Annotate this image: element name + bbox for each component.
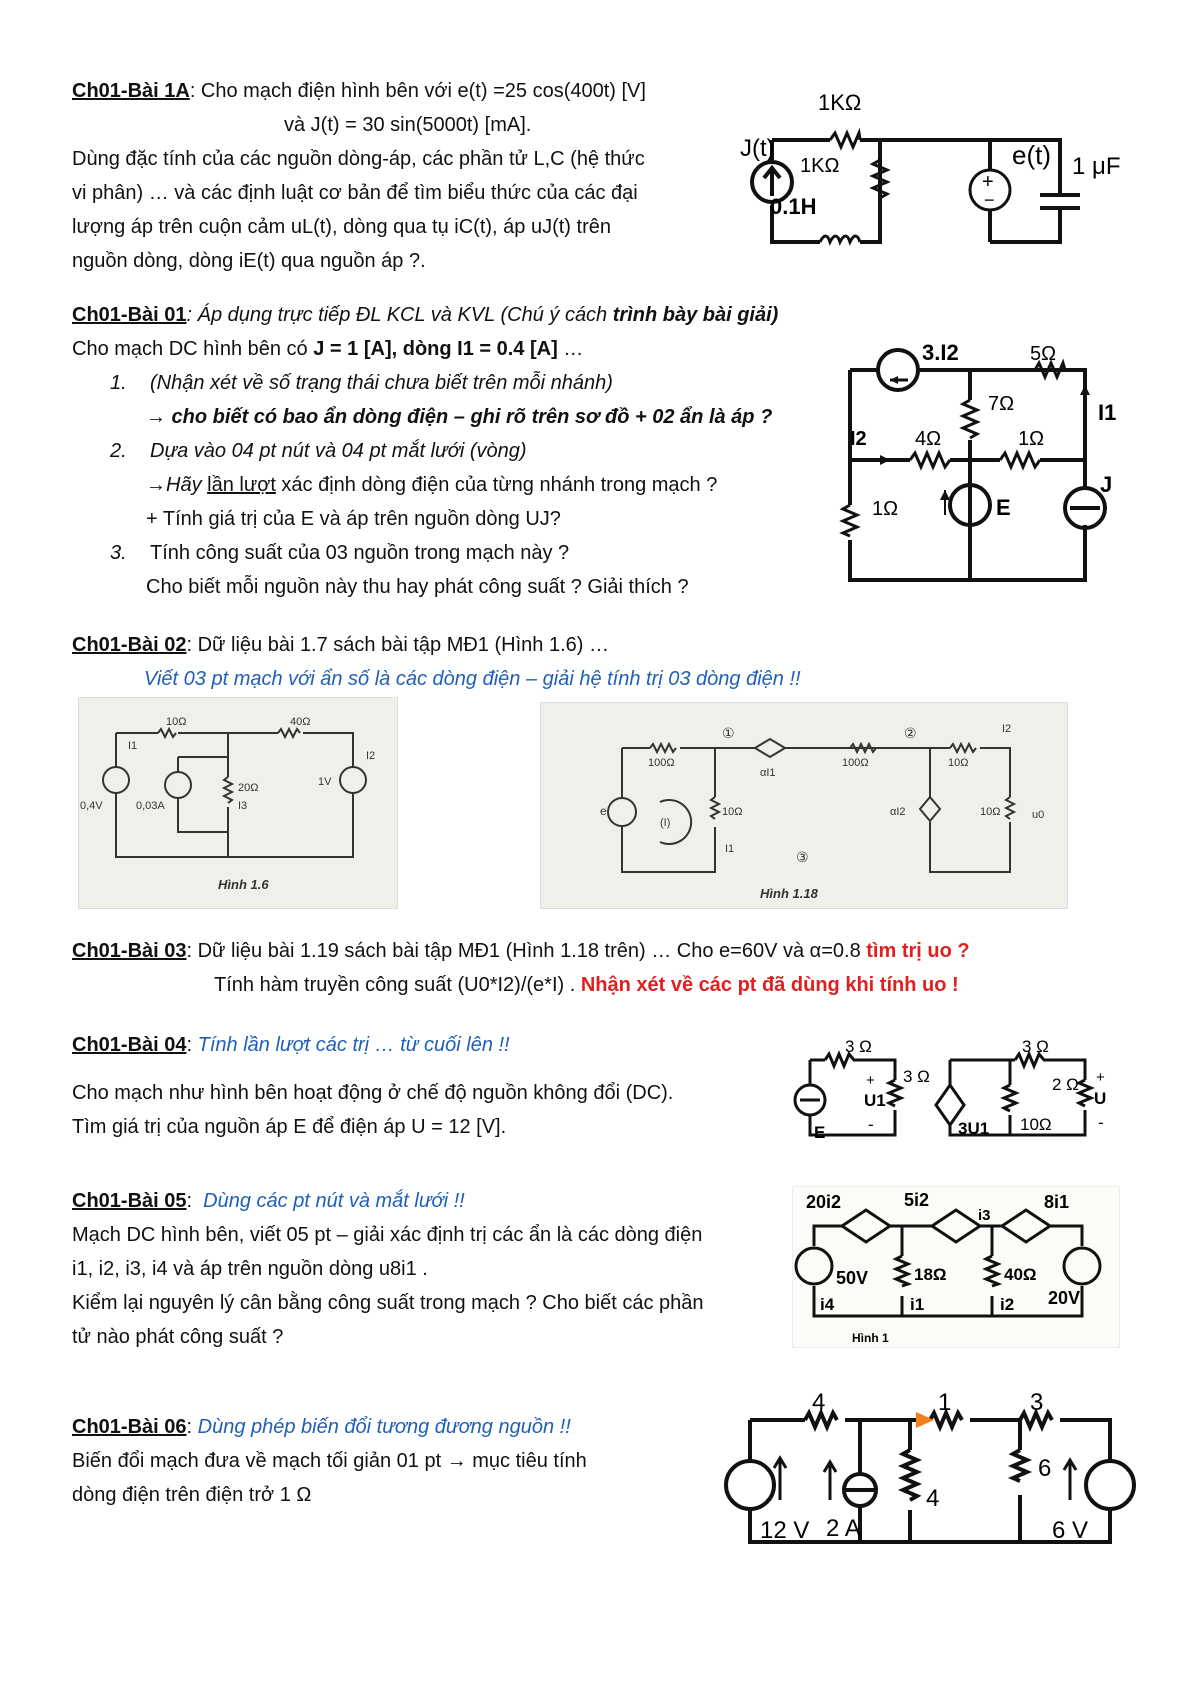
svg-text:3 Ω: 3 Ω [845,1037,872,1056]
bai01-circuit [850,330,1117,580]
bai02-line2: Viết 03 pt mạch với ẩn số là các dòng điện – giải hệ tính trị 03 dòng điện !! [144,668,801,690]
svg-text:Hình 1: Hình 1 [852,1331,889,1345]
svg-text:①: ① [722,725,735,741]
svg-text:50V: 50V [836,1268,869,1288]
svg-text:3 Ω: 3 Ω [1022,1037,1049,1056]
bai04-line2: Cho mạch như hình bên hoạt động ở chế độ nguồn không đổi (DC). [72,1082,674,1104]
bai1a-label-j: J(t) [740,135,775,162]
svg-text:i1: i1 [910,1295,925,1314]
bai05-line3: i1, i2, i3, i4 và áp trên nguồn dòng u8i1 . [72,1258,428,1280]
svg-text:8i1: 8i1 [1044,1192,1070,1212]
bai05-circuit [792,1186,1118,1346]
svg-text:6: 6 [1038,1455,1052,1482]
svg-text:i4: i4 [820,1295,835,1314]
bai02-title: Ch01-Bài 02 [72,634,187,656]
bai01-label-r4: 4Ω [915,428,942,450]
svg-text:100Ω: 100Ω [842,757,869,769]
bai01-item2c: + Tính giá trị của E và áp trên nguồn dòng UJ? [146,508,561,530]
bai06-line1: Ch01-Bài 06: Dùng phép biến đổi tương đương nguồn !! [72,1416,571,1438]
bai05-line5: tử nào phát công suất ? [72,1326,284,1348]
bai03-line2: Tính hàm truyền công suất (U0*I2)/(e*I) . Nhận xét về các pt đã dùng khi tính uo ! [214,974,959,996]
bai1a-label-l: 0.1H [770,194,817,219]
bai01-item3b: Cho biết mỗi nguồn này thu hay phát công suất ? Giải thích ? [146,576,689,598]
svg-text:I3: I3 [238,800,248,812]
bai06-title: Ch01-Bài 06 [72,1416,187,1438]
bai01-item2: 2. Dựa vào 04 pt nút và 04 pt mắt lưới (vòng) [110,440,527,462]
figure-1-6-circuit [78,697,396,907]
svg-text:i3: i3 [978,1207,991,1224]
bai1a-label-e: e(t) [1012,140,1051,170]
svg-text:20Ω: 20Ω [238,782,259,794]
svg-text:1: 1 [938,1389,952,1416]
figure-1-6-caption: Hình 1.6 [218,877,269,892]
svg-text:②: ② [904,725,917,741]
bai1a-line4: vi phân) … và các định luật cơ bản để tìm biểu thức của các đại [72,182,638,204]
bai04-line3: Tìm giá trị của nguồn áp E để điện áp U = 12 [V]. [72,1116,507,1138]
svg-text:③: ③ [796,849,809,865]
bai04-text [72,1028,792,1144]
svg-text:2 Ω: 2 Ω [1052,1075,1079,1094]
bai1a-line1: Ch01-Bài 1A: Cho mạch điện hình bên với e(t) =25 cos(400t) [V] [72,80,646,102]
bai01-label-r5: 5Ω [1030,343,1057,365]
bai01-item1: 1. (Nhận xét về số trạng thái chưa biết trên mỗi nhánh) [110,372,613,394]
bai1a-inductor [820,236,860,242]
bai02-text [72,628,972,696]
bai1a-label-c: 1 μF [1072,153,1121,180]
svg-text:I2: I2 [1002,723,1012,735]
svg-text:20i2: 20i2 [806,1192,842,1212]
svg-text:u0: u0 [1032,809,1045,821]
bai1a-title: Ch01-Bài 1A [72,80,190,102]
svg-text:10Ω: 10Ω [722,806,743,818]
bai01-label-r1a: 1Ω [1018,428,1045,450]
svg-text:+: + [866,1072,875,1089]
figure-1-18-circuit [540,702,1066,907]
bai1a-circuit [740,90,1121,260]
svg-text:10Ω: 10Ω [166,716,187,728]
bai01-label-cs: 3.I2 [922,340,959,365]
bai04-title: Ch01-Bài 04 [72,1034,187,1056]
bai01-r4 [910,453,950,467]
bai03-line1: Ch01-Bài 03: Dữ liệu bài 1.19 sách bài tập MĐ1 (Hình 1.18 trên) … Cho e=60V và α=0.8 tìm trị uo ? [72,940,970,962]
bai1a-resistor-top [830,133,860,147]
svg-text:40Ω: 40Ω [1004,1265,1037,1284]
svg-text:αI2: αI2 [890,806,906,818]
svg-text:i2: i2 [1000,1295,1015,1314]
svg-text:I2: I2 [366,750,376,762]
bai1a-capacitor [1040,195,1080,208]
bai05-line2: Mạch DC hình bên, viết 05 pt – giải xác định trị các ẩn là các dòng điện [72,1224,703,1246]
svg-text:1V: 1V [318,776,332,788]
bai01-line2: Cho mạch DC hình bên có J = 1 [A], dòng I1 = 0.4 [A] … [72,338,584,360]
svg-text:6 V: 6 V [1052,1517,1089,1544]
bai1a-text [72,74,712,278]
svg-text:-: - [868,1115,874,1134]
bai06-line2: Biến đổi mạch đưa về mạch tối giản 01 pt → mục tiêu tính [72,1450,587,1472]
bai05-text [72,1184,792,1354]
bai01-label-e: E [996,495,1011,520]
svg-text:4: 4 [812,1389,826,1416]
svg-text:4: 4 [926,1485,940,1512]
figure-1-18-caption: Hình 1.18 [760,886,818,901]
bai01-item1b: → cho biết có bao ẩn dòng điện – ghi rõ trên sơ đồ + 02 ẩn là áp ? [146,406,773,428]
svg-text:20V: 20V [1048,1288,1081,1308]
bai02-line1: Ch01-Bài 02: Dữ liệu bài 1.7 sách bài tập MĐ1 (Hình 1.6) … [72,634,609,656]
bai01-label-i2: I2 [850,428,867,450]
bai06-line3: dòng điện trên điện trở 1 Ω [72,1484,312,1506]
bai1a-label-r-top: 1KΩ [818,90,862,115]
svg-text:3: 3 [1030,1389,1044,1416]
bai01-r7 [963,400,977,438]
bai01-label-i1: I1 [1098,400,1117,425]
bai05-line1: Ch01-Bài 05: Dùng các pt nút và mắt lưới !! [72,1190,465,1212]
bai01-item2b: →Hãy lần lượt xác định dòng điện của từng nhánh trong mạch ? [146,474,718,496]
bai06-circuit [720,1390,1110,1550]
svg-text:10Ω: 10Ω [980,806,1001,818]
bai01-title: Ch01-Bài 01 [72,304,187,326]
bai1a-label-r-mid: 1KΩ [800,155,840,177]
svg-text:e: e [600,804,607,818]
svg-text:I1: I1 [128,740,138,752]
svg-text:−: − [984,190,995,210]
bai03-title: Ch01-Bài 03 [72,940,187,962]
bai01-label-r7: 7Ω [988,393,1015,415]
svg-text:+: + [1096,1069,1105,1086]
bai01-item3: 3. Tính công suất của 03 nguồn trong mạch này ? [110,542,570,564]
bai04-circuit [800,1030,1107,1145]
svg-text:αI1: αI1 [760,767,776,779]
bai1a-resistor-mid [873,160,887,198]
svg-text:3U1: 3U1 [958,1119,990,1138]
bai05-title: Ch01-Bài 05 [72,1190,187,1212]
svg-text:12 V: 12 V [760,1517,810,1544]
svg-text:2 A: 2 A [826,1515,861,1542]
svg-text:U: U [1094,1089,1107,1108]
svg-text:-: - [1098,1113,1104,1132]
bai05-line4: Kiểm lại nguyên lý cân bằng công suất trong mạch ? Cho biết các phần [72,1292,704,1314]
bai01-label-r1b: 1Ω [872,498,899,520]
svg-text:E: E [814,1123,826,1142]
svg-text:5i2: 5i2 [904,1190,930,1210]
bai1a-line5: lượng áp trên cuộn cảm uL(t), dòng qua tụ iC(t), áp uJ(t) trên [72,216,611,238]
svg-text:40Ω: 40Ω [290,716,311,728]
bai01-line1: Ch01-Bài 01: Áp dụng trực tiếp ĐL KCL và KVL (Chú ý cách trình bày bài giải) [72,304,779,326]
svg-text:10Ω: 10Ω [948,757,969,769]
bai1a-line6: nguồn dòng, dòng iE(t) qua nguồn áp ?. [72,250,426,272]
svg-text:I1: I1 [725,843,735,855]
bai01-text [72,298,832,604]
bai01-label-j: J [1100,472,1113,497]
bai06-text [72,1410,692,1512]
svg-text:18Ω: 18Ω [914,1265,947,1284]
svg-text:100Ω: 100Ω [648,757,675,769]
bai01-r1b [843,505,857,536]
bai03-text [72,934,1132,1002]
bai01-r1a [1000,453,1040,467]
svg-text:3 Ω: 3 Ω [903,1067,930,1086]
bai1a-line3: Dùng đặc tính của các nguồn dòng-áp, các phần tử L,C (hệ thức [72,148,645,170]
svg-text:+: + [982,171,994,193]
svg-text:10Ω: 10Ω [1020,1115,1052,1134]
svg-text:0,03A: 0,03A [136,800,165,812]
bai1a-line2: và J(t) = 30 sin(5000t) [mA]. [284,114,532,136]
svg-text:(I): (I) [660,817,671,829]
svg-text:U1: U1 [864,1091,886,1110]
bai04-line1: Ch01-Bài 04: Tính lần lượt các trị … từ cuối lên !! [72,1034,510,1056]
svg-text:0,4V: 0,4V [80,800,103,812]
